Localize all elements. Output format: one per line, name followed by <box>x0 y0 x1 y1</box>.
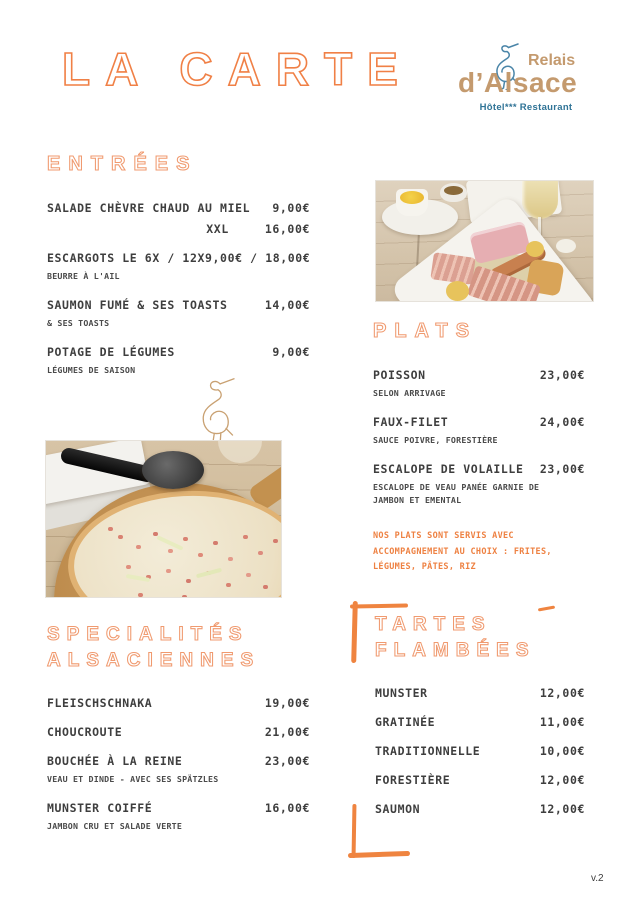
menu-item <box>47 725 310 739</box>
menu-item <box>47 251 310 283</box>
brush-stroke <box>350 603 408 608</box>
item-name: CHOUCROUTE <box>47 725 123 739</box>
item-name: POTAGE DE LÉGUMES <box>47 345 175 359</box>
section-plats-title: PLATS <box>373 320 478 342</box>
item-description: & SES TOASTS <box>47 318 110 328</box>
item-price: 9,00€ / 18,00€ <box>205 251 311 265</box>
menu-item <box>375 773 585 787</box>
item-price: 21,00€ <box>264 725 310 739</box>
section-tartes-flambees <box>375 612 585 831</box>
menu-item <box>47 696 310 710</box>
brush-stroke <box>348 851 410 858</box>
menu-item <box>373 415 585 447</box>
logo-name-line2: d’Alsace <box>458 67 578 98</box>
menu-item <box>375 802 585 816</box>
section-specialites-title: SPECIALITÉS ALSACIENNES <box>47 624 261 671</box>
menu-item <box>373 462 585 507</box>
menu-item <box>375 744 585 758</box>
item-description: LÉGUMES DE SAISON <box>47 365 136 375</box>
logo-name-line1: Relais <box>528 52 576 69</box>
section-entrees-title: ENTRÉES <box>47 153 198 175</box>
item-name: ESCARGOTS LE 6X / 12X <box>47 251 205 265</box>
item-name: GRATINÉE <box>375 715 436 729</box>
item-price: 12,00€ <box>539 802 585 816</box>
item-price: 12,00€ <box>539 773 585 787</box>
item-price: 16,00€ <box>264 222 310 236</box>
menu-item <box>47 298 310 330</box>
brush-stroke <box>538 606 555 612</box>
brush-stroke <box>351 601 358 663</box>
menu-item <box>375 686 585 700</box>
heron-sketch-icon <box>190 370 240 446</box>
logo-subtitle: Hôtel*** Restaurant <box>479 102 573 113</box>
brush-stroke <box>352 804 357 858</box>
item-name: MUNSTER COIFFÉ <box>47 801 153 815</box>
item-price: 23,00€ <box>264 754 310 768</box>
menu-item <box>47 201 310 236</box>
item-name: BOUCHÉE À LA REINE <box>47 754 183 768</box>
item-name: FAUX-FILET <box>373 415 449 429</box>
brand-logo <box>456 42 596 120</box>
section-tartes-title: TARTES FLAMBÉES <box>375 614 536 661</box>
item-price: 9,00€ <box>272 345 310 359</box>
item-price: 24,00€ <box>539 415 585 429</box>
section-specialites <box>47 622 310 848</box>
item-price: 23,00€ <box>539 462 585 476</box>
choucroute-photo <box>375 180 594 302</box>
item-price: 11,00€ <box>539 715 585 729</box>
item-price: 16,00€ <box>264 801 310 815</box>
item-name: XXL <box>206 222 229 236</box>
item-description: VEAU ET DINDE - AVEC SES SPÄTZLES <box>47 774 219 784</box>
item-name: POISSON <box>373 368 426 382</box>
item-name: SALADE CHÈVRE CHAUD AU MIEL <box>47 201 251 215</box>
section-entrees <box>47 151 310 392</box>
menu-item <box>47 345 310 377</box>
item-description: BEURRE À L'AIL <box>47 271 120 281</box>
item-name: FORESTIÈRE <box>375 773 451 787</box>
menu-item <box>373 368 585 400</box>
item-name: FLEISCHSCHNAKA <box>47 696 153 710</box>
tarte-flambee-photo <box>45 440 282 598</box>
item-name: ESCALOPE DE VOLAILLE <box>373 462 524 476</box>
menu-item <box>47 754 310 786</box>
item-description: SAUCE POIVRE, FORESTIÈRE <box>373 435 498 445</box>
item-price: 9,00€ <box>272 201 310 215</box>
item-name: MUNSTER <box>375 686 428 700</box>
item-price: 12,00€ <box>539 686 585 700</box>
item-description: JAMBON CRU ET SALADE VERTE <box>47 821 183 831</box>
item-price: 10,00€ <box>539 744 585 758</box>
section-plats <box>373 318 585 576</box>
page-title: LA CARTE <box>62 43 413 95</box>
item-name: TRADITIONNELLE <box>375 744 481 758</box>
item-price: 19,00€ <box>264 696 310 710</box>
item-name: SAUMON FUMÉ & SES TOASTS <box>47 298 228 312</box>
menu-item <box>47 801 310 833</box>
version-label: v.2 <box>591 873 604 884</box>
menu-item <box>375 715 585 729</box>
item-price: 14,00€ <box>264 298 310 312</box>
wine-glass <box>522 180 558 219</box>
item-description: SELON ARRIVAGE <box>373 388 446 398</box>
item-name: SAUMON <box>375 802 421 816</box>
item-description: ESCALOPE DE VEAU PANÉE GARNIE DE JAMBON ET EMENTAL <box>373 482 540 505</box>
plats-service-note: NOS PLATS SONT SERVIS AVEC ACCOMPAGNEMENT AU CHOIX : FRITES, LÉGUMES, PÂTES, RIZ <box>373 531 552 572</box>
item-price: 23,00€ <box>539 368 585 382</box>
